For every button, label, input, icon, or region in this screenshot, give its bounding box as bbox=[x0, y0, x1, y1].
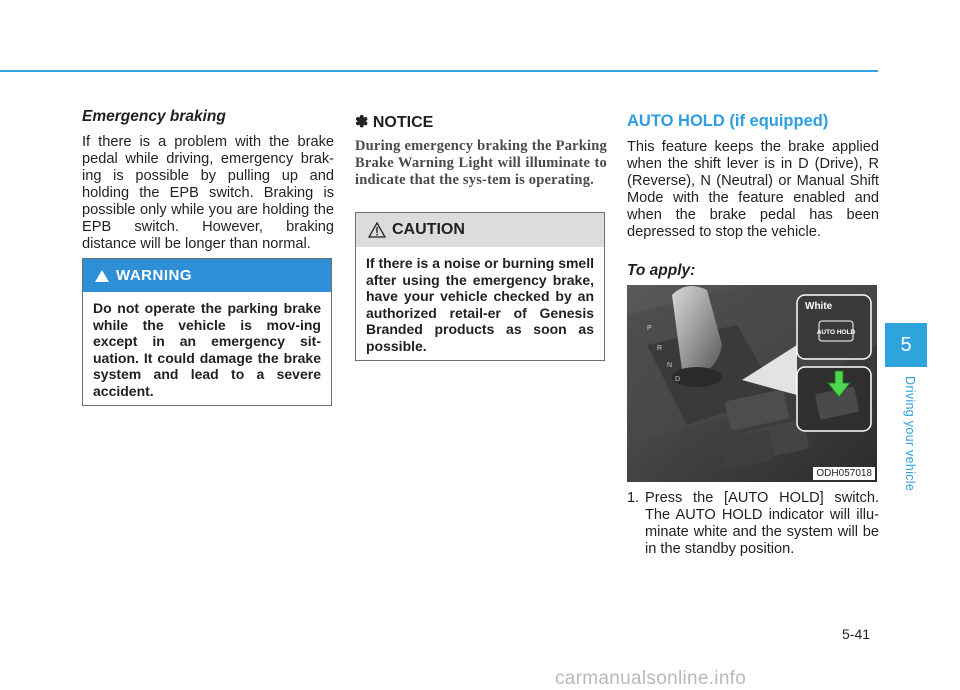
gear-letter-n: N bbox=[667, 362, 673, 369]
warning-box bbox=[82, 258, 332, 406]
caution-text: If there is a noise or burning smell after using the emergency brake, have your vehicle checked by an authorized retail-er of Genesis Branded products as soon as possible. bbox=[366, 255, 594, 354]
warning-icon bbox=[95, 270, 109, 282]
console-illustration bbox=[627, 285, 877, 482]
top-rule bbox=[0, 70, 878, 72]
caution-box bbox=[355, 212, 605, 361]
indicator-text: AUTO HOLD bbox=[816, 329, 856, 336]
watermark: carmanualsonline.info bbox=[555, 668, 747, 689]
emergency-braking-heading: Emergency braking bbox=[82, 108, 226, 125]
auto-hold-body: This feature keeps the brake applied when the shift lever is in D (Drive), R (Reverse), N (Neutral) or Manual Shift Mode with the feature enabled and when the brake pedal has been depressed to stop the vehicle. bbox=[627, 139, 879, 240]
callout-color-label: White bbox=[805, 301, 833, 312]
auto-hold-console-photo bbox=[627, 285, 877, 482]
warning-header bbox=[83, 259, 331, 292]
step-1-number: 1. bbox=[627, 490, 640, 506]
auto-hold-section bbox=[627, 108, 879, 241]
gear-letter-p: P bbox=[647, 325, 652, 332]
step-1-text: Press the [AUTO HOLD] switch. The AUTO HOLD indicator will illu-minate white and the system will be in the standby position. bbox=[645, 490, 879, 557]
caution-label: CAUTION bbox=[392, 221, 465, 238]
caution-icon bbox=[368, 222, 386, 238]
to-apply-heading: To apply: bbox=[627, 262, 696, 279]
notice-text: During emergency braking the Parking Brake Warning Light will illuminate to indicate that the sys-tem is operating. bbox=[355, 138, 607, 188]
warning-label: WARNING bbox=[116, 267, 192, 284]
notice-section bbox=[355, 108, 607, 189]
warning-text: Do not operate the parking brake while the vehicle is mov-ing except in an emergency sit-uation. It could damage the brake system and lead to a severe accident. bbox=[93, 300, 321, 399]
chapter-number-tab: 5 bbox=[885, 323, 927, 367]
caution-header bbox=[356, 213, 604, 247]
gear-letter-r: R bbox=[657, 345, 663, 352]
page-number: 5-41 bbox=[842, 626, 871, 642]
emergency-braking-section bbox=[82, 108, 334, 253]
step-1 bbox=[627, 490, 879, 558]
notice-heading: ✽ NOTICE bbox=[355, 114, 434, 131]
auto-hold-heading: AUTO HOLD (if equipped) bbox=[627, 112, 829, 130]
gear-letter-d: D bbox=[675, 376, 681, 383]
image-code: ODH057018 bbox=[813, 467, 875, 480]
chapter-title: Driving your vehicle bbox=[903, 376, 917, 492]
emergency-braking-body: If there is a problem with the brake pedal while driving, emergency brak-ing is possible by pulling up and holding the EPB switch. Braking is possible only while you are holding the EPB switch. However, braking distance will be longer than normal. bbox=[82, 134, 334, 252]
